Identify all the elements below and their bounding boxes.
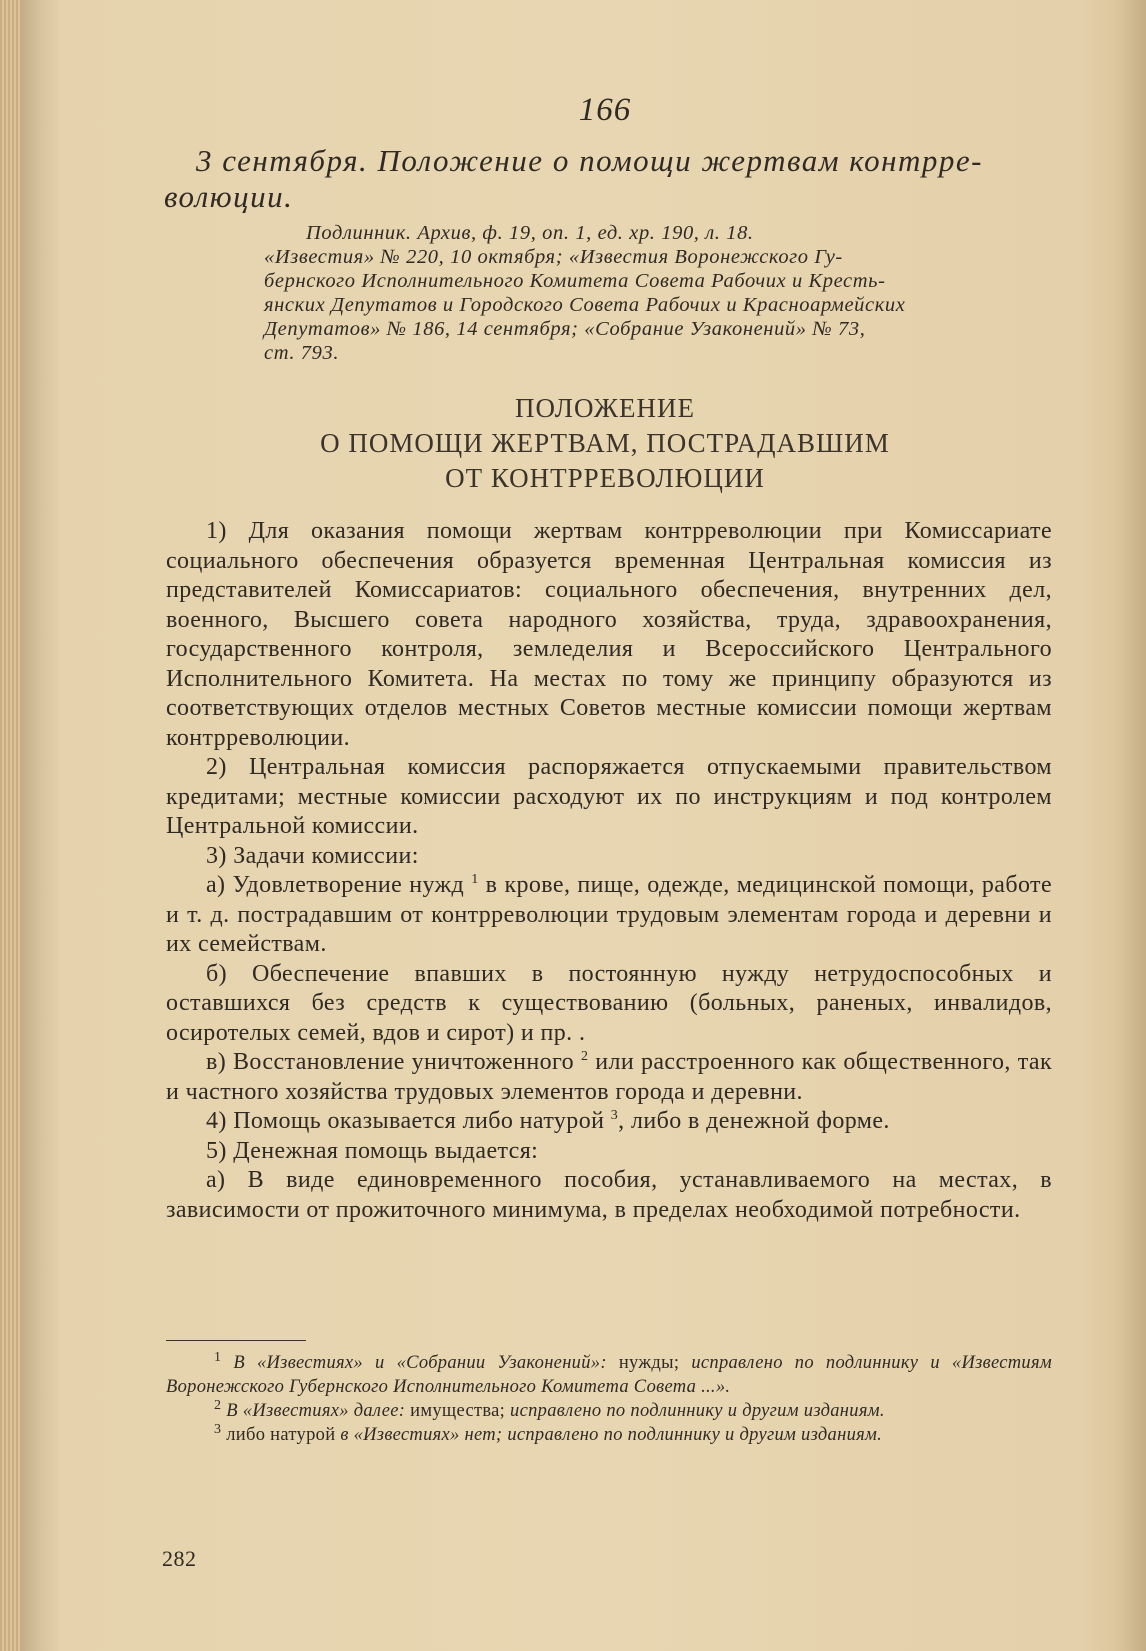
paragraph-5a: а) В виде единовременного пособия, устанавливаемого на местах, в зависимости от прожиточного минимума, в пределах необходимой потребности.: [166, 1167, 1052, 1223]
footnote-2: [166, 1399, 1052, 1423]
paragraph-2: 2) Центральная комиссия распоряжается отпускаемыми правительством кредитами; местные комиссии расходуют их по инструкциям и под контролем Центральной комиссии.: [166, 754, 1052, 839]
footnote-ref-2: 2: [580, 1049, 589, 1064]
footnote-1: [166, 1351, 1052, 1399]
text-span: , либо в денежной форме.: [618, 1108, 890, 1134]
text-span: либо натурой: [226, 1425, 336, 1445]
regulation-body: [166, 517, 1052, 1225]
text-span: исправлено по подлиннику и другим изданиям.: [510, 1401, 885, 1421]
paragraph-4: [166, 1107, 1052, 1137]
paragraph-5: 5) Денежная помощь выдается:: [206, 1137, 539, 1164]
paragraph-3a: [166, 871, 1052, 960]
text-span: имущества;: [410, 1401, 506, 1421]
footnote-ref-1: 1: [471, 872, 479, 887]
footnote-3: [166, 1423, 1052, 1447]
text-span: нужды;: [618, 1353, 680, 1373]
footnote-divider: [166, 1340, 306, 1341]
title-line-2: волюции.: [164, 179, 294, 214]
footnote-mark: 3: [214, 1421, 222, 1437]
text-span: а) Удовлетворение нужд: [206, 872, 465, 898]
heading-line-2: О ПОМОЩИ ЖЕРТВАМ, ПОСТРАДАВШИМ: [320, 428, 890, 458]
document-number: 166: [578, 92, 632, 128]
text-span: в) Восстановление уничтоженного: [206, 1049, 575, 1075]
text-span: В «Известиях» и «Собрании Узаконений»:: [233, 1353, 607, 1373]
source-line: янских Депутатов и Городского Совета Рабочих и Красноармейских: [264, 294, 906, 316]
source-line: «Известия» № 220, 10 октября; «Известия Воронежского Гу-: [264, 246, 843, 268]
text-span: В «Известиях» далее:: [226, 1401, 406, 1421]
heading-line-1: ПОЛОЖЕНИЕ: [515, 393, 695, 423]
paragraph-3c: [166, 1048, 1052, 1107]
source-line: Подлинник. Архив, ф. 19, оп. 1, ед. хр. 190, л. 18.: [306, 222, 754, 244]
paragraph-3b: б) Обеспечение впавших в постоянную нужду нетрудоспособных и оставшихся без средств к существованию (больных, раненых, инвалидов, осиротелых семей, вдов и сирот) и пр. .: [166, 960, 1052, 1046]
source-line: ст. 793.: [264, 342, 340, 364]
document-title: [164, 143, 1056, 215]
text-span: в крове, пище, одежде, медицинской помощи, работе и т. д. пострадавшим от контрреволюции трудовым элементам города и деревни и их семействам.: [166, 872, 1052, 957]
footnote-mark: 1: [214, 1349, 222, 1365]
source-line: бернского Исполнительного Комитета Совета Рабочих и Кресть-: [264, 270, 886, 292]
paragraph-1: 1) Для оказания помощи жертвам контрреволюции при Комиссариате социального обеспечения образуется временная Центральная комиссия из представителей Комиссариатов: социального обеспечения, внутренних дел, военного, Высшего совета народного хозяйства, труда, здравоохранения, государственного контроля, земледелия и Всероссийского Центрального Исполнительного Комитета. На местах по тому же принципу образуются из соответствующих отделов местных Советов местные комиссии помощи жертвам контрреволюции.: [166, 518, 1052, 751]
title-line-1: 3 сентября. Положение о помощи жертвам контрре-: [196, 143, 983, 178]
paragraph-3: 3) Задачи комиссии:: [206, 842, 419, 869]
text-span: или расстроенного как общественного, так и частного хозяйства трудовых элементов города и деревни.: [166, 1049, 1052, 1105]
book-spine-edges: [0, 0, 22, 1651]
footnote-mark: 2: [214, 1397, 222, 1413]
heading-line-3: ОТ КОНТРРЕВОЛЮЦИИ: [445, 463, 765, 493]
text-span: в «Известиях» нет; исправлено по подлиннику и другим изданиям.: [340, 1425, 883, 1445]
footnotes: [166, 1351, 1052, 1447]
spine-shadow: [22, 0, 62, 1651]
source-reference: [264, 221, 1051, 365]
footnote-ref-3: 3: [610, 1108, 619, 1123]
page-number: 282: [162, 1546, 197, 1571]
text-span: 4) Помощь оказывается либо натурой: [206, 1108, 605, 1134]
page-edge-shadow: [1116, 0, 1146, 1651]
source-line: Депутатов» № 186, 14 сентября; «Собрание Узаконений» № 73,: [264, 318, 866, 340]
text-span: исправлено по подлиннику и «Известиям Воронежского Губернского Исполнительного Комитета Совета ...».: [166, 1353, 1052, 1397]
